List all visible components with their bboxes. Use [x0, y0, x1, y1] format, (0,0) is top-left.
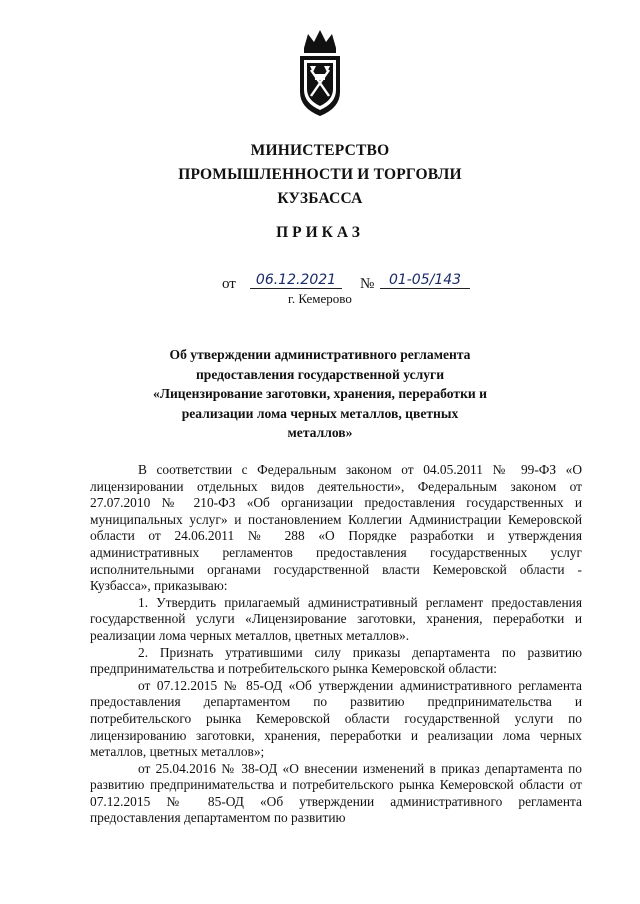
body-paragraph-item-2: 2. Признать утратившими силу приказы департамента по развитию предпринимательства и потребительского рынка Кемеровской области: [90, 644, 582, 677]
body-paragraph-preamble: В соответствии с Федеральным законом от 04.05.2011 № 99-ФЗ «О лицензировании отдельных видов деятельности», Федеральным законом от 27.07.2010 № 210-ФЗ «Об организации предоставления государственных и муниципальных услуг» и постановлением Коллегии Администрации Кемеровской области от 24.06.2011 № 288 «О Порядке разработки и утверждения административных регламентов предоставления государственных услуг исполнительными органами государственной власти Кемеровской области - Кузбасса», приказываю: [90, 462, 582, 594]
ministry-name-line1: МИНИСТЕРСТВО [250, 142, 390, 159]
body-paragraph-order-1: от 07.12.2015 № 85-ОД «Об утверждении административного регламента предоставления департаментом по развитию предпринимательства и потребительского рынка Кемеровской области государственной услуги по лицензированию заготовки, хранения, переработки и реализации лома черных металлов, цветных металлов»; [90, 677, 582, 760]
body-paragraph-order-2: от 25.04.2016 № 38-ОД «О внесении изменений в приказ департамента по развитию предпринимательства и потребительского рынка Кемеровской области от 07.12.2015 № 85-ОД «Об утверждении административного регламента предоставления департаментом по развитию [90, 760, 582, 826]
title-line: Об утверждении административного регламента [169, 347, 471, 362]
body-paragraph-item-1: 1. Утвердить прилагаемый административный регламент предоставления государственной услуги «Лицензирование заготовки, хранения, переработки и реализации лома черных металлов, цветных металлов». [90, 594, 582, 643]
handwritten-number: 01-05/143 [380, 272, 470, 289]
coat-of-arms-emblem [294, 26, 346, 120]
from-label: от [222, 276, 236, 292]
title-line: предоставления государственной услуги [195, 366, 445, 382]
handwritten-date: 06.12.2021 [250, 272, 342, 289]
document-body [90, 462, 582, 827]
title-line: металлов» [287, 425, 353, 440]
document-title [0, 345, 640, 443]
ministry-name-line3: КУЗБАССА [277, 190, 363, 207]
title-line: реализации лома черных металлов, цветных [181, 405, 459, 421]
city: г. Кемерово [288, 291, 352, 306]
document-type: ПРИКАЗ [276, 224, 364, 241]
ministry-name-line2: ПРОМЫШЛЕННОСТИ И ТОРГОВЛИ [178, 166, 462, 183]
title-line: «Лицензирование заготовки, хранения, переработки и [153, 386, 487, 401]
number-sign: № [360, 276, 375, 292]
